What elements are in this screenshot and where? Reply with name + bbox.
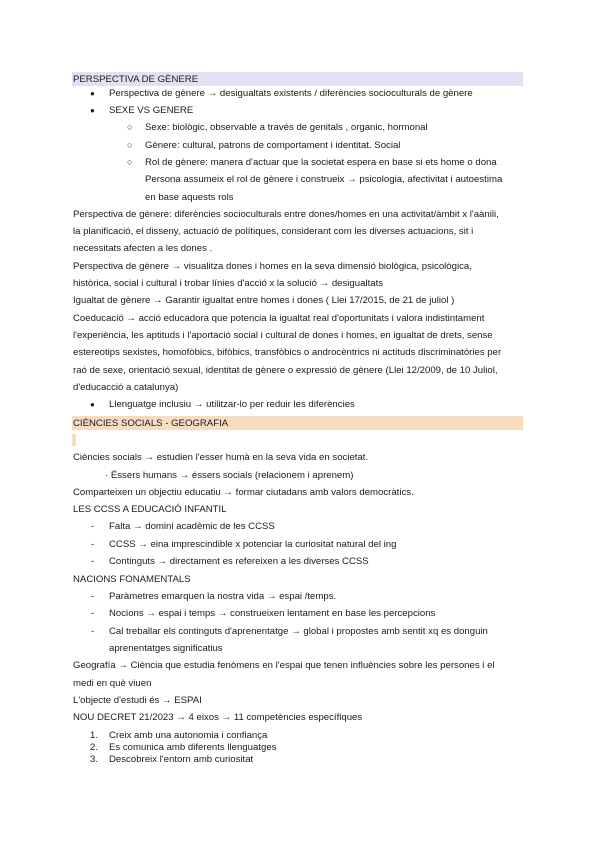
paragraph: la planificació, el disseny, actuació de polítiques, considerant com les diverses actuacions, sit i [73, 226, 474, 237]
paragraph: medi en què viuen [73, 678, 152, 689]
sub-bullet-item: Gènere: cultural, patrons de comportament i identitat. Social [145, 140, 401, 151]
bullet-item: Llenguatge inclusiu → utilitzar-lo per reduir les diferències [109, 399, 355, 410]
bullet-marker: ● [90, 400, 95, 409]
numbered-item: Creix amb una autonomia i confiança [109, 730, 268, 741]
bullet-marker: ● [90, 89, 95, 98]
circle-marker: ○ [127, 122, 133, 132]
paragraph: necessitats afecten a les dones . [73, 243, 213, 254]
indented-note: · Éssers humans → éssers socials (relacionem i aprenem) [105, 470, 354, 481]
paragraph: L'objecte d'estudi és → ESPAI [73, 695, 202, 706]
circle-marker: ○ [127, 140, 133, 150]
paragraph: Perspectiva de gènere → visualitza dones i homes en la seva dimensió biològica, psicològica, [73, 261, 472, 272]
sub-bullet-continuation: Persona assumeix el rol de gènere i construeix → psicologia, afectivitat i autoestima [145, 174, 503, 185]
dash-marker: - [91, 556, 95, 567]
dash-marker: - [91, 521, 95, 532]
empty-line-highlight [72, 434, 76, 446]
dash-marker: - [91, 626, 95, 637]
subheading: NACIONS FONAMENTALS [73, 574, 191, 585]
paragraph: Geografía → Ciència que estudia fenòmens en l'espai que tenen influències sobre les persones i el [73, 660, 495, 671]
paragraph: l'experiència, les aptituds i l'aportació social i cultural de dones i homes, en igualtat de drets, sense [73, 330, 493, 341]
dash-marker: - [91, 591, 95, 602]
dash-item: Paràmetres emarquen la nostra vida → espai /temps. [109, 591, 337, 602]
bullet-marker: ● [90, 106, 95, 115]
paragraph: històrica, social i cultural i trobar línies d'acció x la solució → desigualtats [73, 278, 384, 289]
dash-item-continuation: aprenentatges significatius [109, 643, 223, 654]
numbered-item: Es comunica amb diferents llenguatges [109, 742, 277, 753]
number-marker: 3. [90, 754, 99, 765]
dash-item: Falta → domini acadèmic de les CCSS [109, 521, 275, 532]
paragraph: Ciències socials → estudien l'esser humà en la seva vida en societat. [73, 452, 369, 463]
paragraph: Perspectiva de gènere: diferències socioculturals entre dones/homes en una activitat/àmbit x l'aànili, [73, 209, 499, 220]
circle-marker: ○ [127, 157, 133, 167]
paragraph: d'educacció a catalunya) [73, 382, 179, 393]
section-title-perspectiva: PERSPECTIVA DE GÈNERE [73, 74, 199, 85]
dash-marker: - [91, 608, 95, 619]
bullet-item: SEXE VS GENERE [109, 105, 194, 116]
paragraph: NOU DECRET 21/2023 → 4 eixos → 11 competències específiques [73, 712, 363, 723]
dash-item: Nocions → espai i temps → construeixen lentament en base les percepcions [109, 608, 436, 619]
numbered-item: Descobreix l'entorn amb curiositat [109, 754, 254, 765]
paragraph: Comparteixen un objectiu educatiu → formar ciutadans amb valors democràtics. [73, 487, 414, 498]
dash-marker: - [91, 539, 95, 550]
subheading: LES CCSS A EDUCACIÓ INFANTIL [73, 504, 227, 515]
section-title-ciencies: CIÈNCIES SOCIALS - GEOGRAFIA [73, 418, 229, 429]
paragraph: raó de sexe, orientació sexual, identitat de gènere o expressió de gènere (Llei 12/2009, de 10 Juliol, [73, 365, 498, 376]
dash-item: Cal treballar els continguts d'aprenentatge → global i propostes amb sentit xq es donguin [109, 626, 488, 637]
paragraph: Igualtat de gènere → Garantir igualtat entre homes i dones ( Llei 17/2015, de 21 de juliol ) [73, 295, 455, 306]
sub-bullet-continuation: en base aquests rols [145, 192, 234, 203]
bullet-item: Perspectiva de gènere → desigualtats existents / diferències socioculturals de gènere [109, 88, 473, 99]
dash-item: Continguts → directament es refereixen a les diverses CCSS [109, 556, 369, 567]
sub-bullet-item: Sexe: biològic, observable a través de genitals , organic, hormonal [145, 122, 428, 133]
dash-item: CCSS → eina imprescindible x potenciar la curiositat natural del ing [109, 539, 397, 550]
number-marker: 2. [90, 742, 99, 753]
sub-bullet-item: Rol de gènere: manera d'actuar que la societat espera en base si ets home o dona [145, 157, 497, 168]
paragraph: estereotips sexistes, homofòbics, bifòbics, transfòbics o androcèntrics ni actituds discriminatòries per [73, 347, 502, 358]
paragraph: Coeducació → acció educadora que potencia la igualtat real d'oportunitats i valora indistintament [73, 313, 485, 324]
number-marker: 1. [90, 730, 99, 741]
